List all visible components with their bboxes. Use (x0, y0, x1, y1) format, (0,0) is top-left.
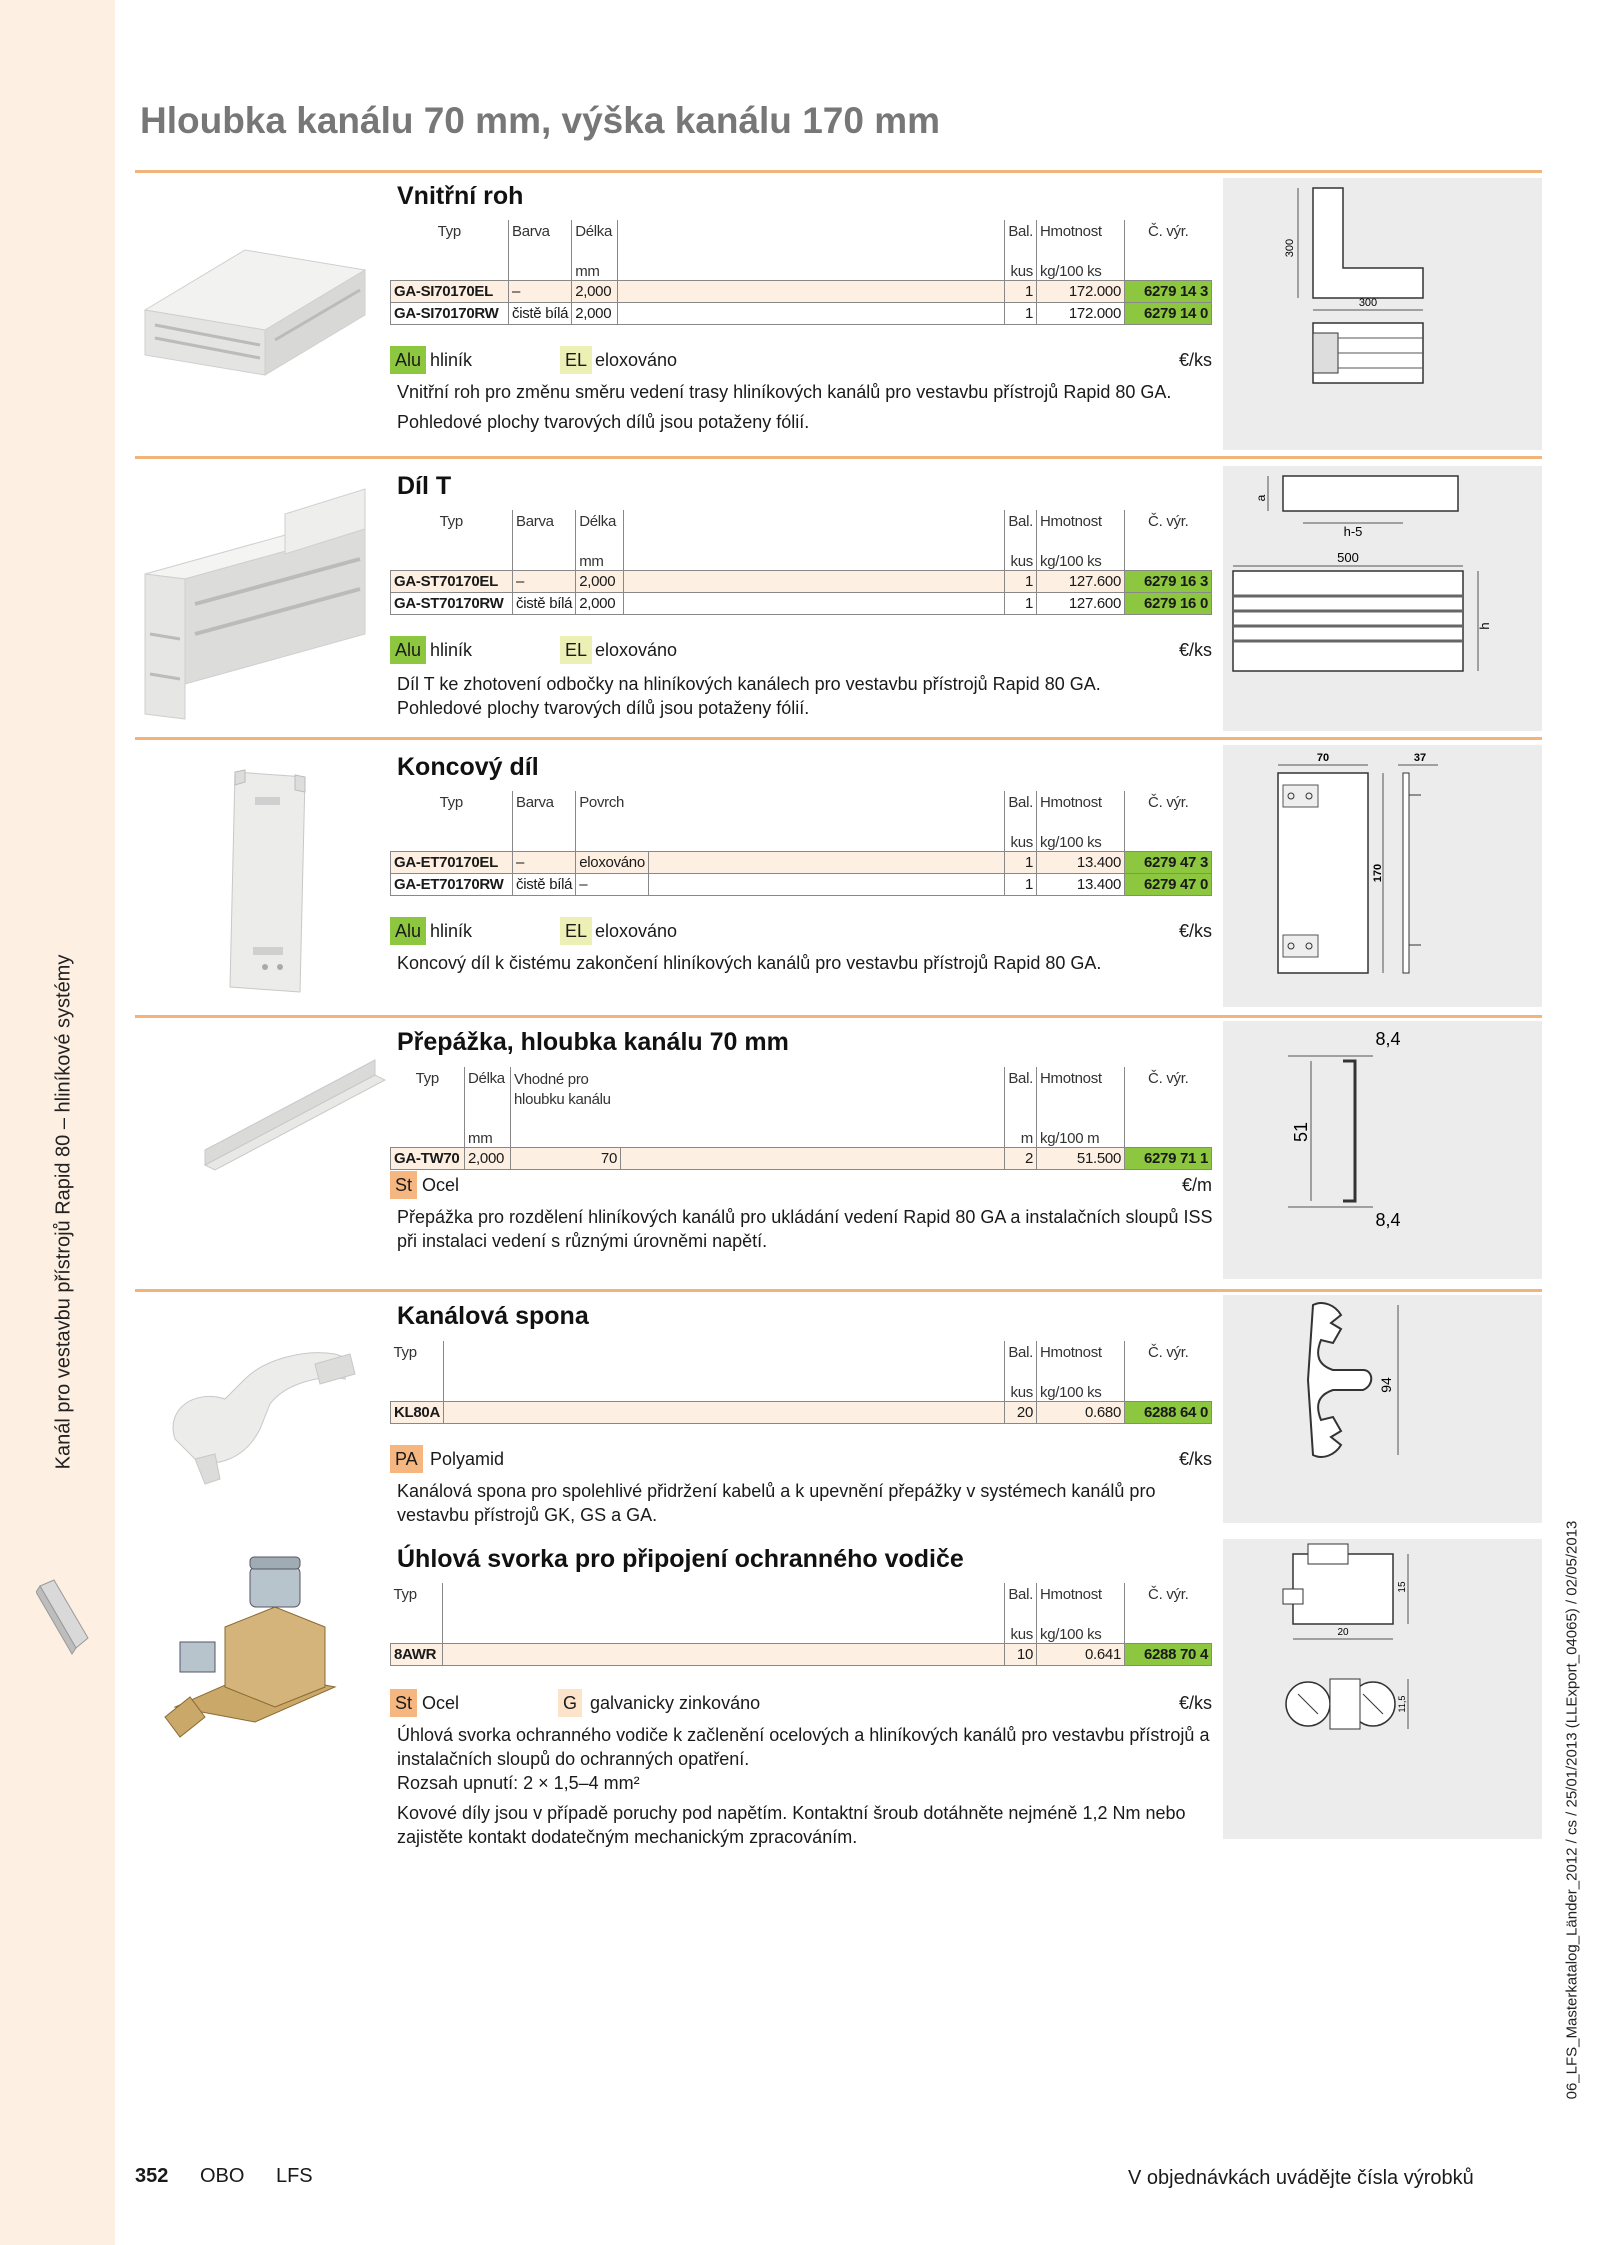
table-row (391, 302, 1212, 324)
col-hmotnost: Hmotnost (1037, 510, 1125, 548)
col-hmotnost: Hmotnost (1037, 1067, 1125, 1125)
col-povrch: Povrch (576, 791, 649, 829)
cell-barva: čistě bílá (509, 302, 572, 324)
material-label: Ocel (422, 1175, 460, 1195)
page-title: Hloubka kanálu 70 mm, výška kanálu 170 mm (140, 100, 940, 141)
description (397, 1723, 1217, 1855)
unit-kg: kg/100 ks (1037, 829, 1125, 851)
product-table (390, 1341, 1212, 1424)
unit-kg: kg/100 ks (1037, 548, 1125, 570)
cell-code: 6279 16 0 (1125, 592, 1212, 614)
table-row (391, 1147, 1212, 1169)
finish-label: eloxováno (595, 640, 678, 660)
description-text: Kanálová spona pro spolehlivé přidržení kabelů a k upevnění přepážky v systémech kanálů pro vestavbu přístrojů GK, GS a GA. (397, 1481, 1156, 1525)
price-unit: €/ks (1178, 1449, 1212, 1469)
cell-bal: 1 (1005, 570, 1037, 592)
col-typ: Typ (437, 223, 461, 240)
description-text: Přepážka pro rozdělení hliníkových kanálů pro ukládání vedení Rapid 80 GA a instalačních sloupů ISS při instalaci vedení s různými úrovněmi napětí. (397, 1207, 1213, 1251)
section-angle-clamp (135, 1527, 1542, 1847)
dim-label: 8,4 (1375, 1210, 1401, 1230)
cell-hm: 172.000 (1037, 302, 1125, 324)
description-text: Pohledové plochy tvarových dílů jsou potaženy fólií. (397, 698, 810, 718)
product-table (390, 1583, 1212, 1666)
cell-bal: 1 (1005, 302, 1037, 324)
section-title: Koncový díl (397, 753, 539, 781)
description-text: Vnitřní roh pro změnu směru vedení trasy hliníkových kanálů pro vestavbu přístrojů Rapid 80 GA. (397, 382, 1172, 402)
cell-barva: – (513, 851, 576, 873)
cell-hm: 127.600 (1037, 592, 1125, 614)
finish-chip: G (558, 1689, 582, 1717)
dim-label: 500 (1337, 550, 1359, 565)
cell-delka: 2,000 (576, 592, 624, 614)
description-text: Rozsah upnutí: 2 × 1,5–4 mm² (397, 1773, 640, 1793)
col-bal: Bal. (1005, 1341, 1037, 1379)
section-title: Díl T (397, 472, 452, 500)
unit-kus: kus (1005, 548, 1037, 570)
col-hmotnost: Hmotnost (1037, 791, 1125, 829)
description-text: Pohledové plochy tvarových dílů jsou potaženy fólií. (397, 412, 810, 432)
product-table (390, 791, 1212, 896)
description-text: Kovové díly jsou v případě poruchy pod napětím. Kontaktní šroub dotáhněte nejméně 1,2 Nm nebo zajistěte kontakt dodatečným mechanickým zpracováním. (397, 1803, 1186, 1847)
dim-label: 37 (1413, 752, 1427, 764)
price-unit: €/ks (1178, 640, 1212, 660)
cell-barva: – (509, 280, 572, 302)
material-row (390, 1689, 1212, 1719)
finish-chip: EL (560, 346, 592, 374)
material-chip: Alu (390, 917, 426, 945)
material-chip: Alu (390, 636, 426, 664)
angle-clamp-photo (135, 1547, 390, 1747)
rail-thumbnail-icon (36, 1578, 90, 1656)
table-row (391, 1643, 1212, 1665)
brand-label: OBO (199, 2165, 245, 2187)
channel-clip-photo (135, 1319, 390, 1499)
cell-hm: 13.400 (1037, 873, 1125, 895)
price-unit: €/ks (1178, 1693, 1212, 1713)
col-vhodne: Vhodné pro hloubku kanálu (511, 1067, 621, 1125)
cell-hm: 0.641 (1037, 1643, 1125, 1665)
material-chip: Alu (390, 346, 426, 374)
cell-code: 6279 16 3 (1125, 570, 1212, 592)
col-cislo: Č. výr. (1125, 220, 1212, 258)
end-piece-drawing (1223, 745, 1542, 1007)
col-delka: Délka (465, 1067, 511, 1125)
dim-label: 8,4 (1375, 1029, 1401, 1049)
finish-chip: EL (560, 636, 592, 664)
dim-label: 300 (1358, 297, 1378, 309)
dim-label: 170 (1372, 863, 1384, 883)
product-table (390, 510, 1212, 615)
description-text: Úhlová svorka ochranného vodiče k začlenění ocelových a hliníkových kanálů pro vestavbu přístrojů a instalačních sloupů do ochranných opatření. (397, 1725, 1210, 1769)
catalog-meta: 06_LFS_Masterkatalog_Länder_2012 / cs / 25/01/2013 (LLExport_04065) / 02/05/2013 (1563, 1520, 1581, 2100)
table-row (391, 1401, 1212, 1423)
brand-label: LFS (275, 2165, 313, 2187)
material-label: hliník (430, 350, 473, 370)
cell-typ: KL80A (391, 1401, 444, 1423)
end-piece-photo (135, 767, 390, 997)
inner-corner-drawing (1223, 178, 1542, 450)
description (397, 1205, 1217, 1259)
material-chip: PA (390, 1445, 423, 1473)
t-piece-photo (135, 484, 390, 724)
col-bal: Bal. (1005, 1067, 1037, 1125)
col-typ: Typ (439, 513, 463, 530)
product-table (390, 220, 1212, 325)
material-row (390, 917, 1212, 947)
section-title: Přepážka, hloubka kanálu 70 mm (397, 1028, 789, 1056)
cell-delka: 2,000 (576, 570, 624, 592)
cell-bal: 10 (1005, 1643, 1037, 1665)
col-typ: Typ (393, 1344, 417, 1361)
section-partition (135, 1015, 1542, 1283)
unit-kg: kg/100 ks (1037, 258, 1125, 280)
col-hmotnost: Hmotnost (1037, 1341, 1125, 1379)
col-barva: Barva (513, 791, 576, 829)
table-row (391, 873, 1212, 895)
section-rule (135, 170, 1542, 173)
t-piece-drawing (1223, 466, 1542, 731)
col-typ: Typ (415, 1070, 439, 1087)
col-barva: Barva (509, 220, 572, 258)
cell-typ: GA-SI70170EL (391, 280, 509, 302)
cell-delka: 2,000 (465, 1147, 511, 1169)
channel-clip-drawing (1223, 1295, 1542, 1523)
cell-bal: 2 (1005, 1147, 1037, 1169)
cell-povrch: eloxováno (576, 851, 649, 873)
col-delka: Délka (576, 510, 624, 548)
cell-typ: GA-ST70170RW (391, 592, 513, 614)
description (397, 951, 1217, 981)
cell-code: 6279 14 0 (1125, 302, 1212, 324)
unit-mm: mm (572, 258, 618, 280)
cell-hm: 127.600 (1037, 570, 1125, 592)
cell-bal: 20 (1005, 1401, 1037, 1423)
table-row (391, 280, 1212, 302)
section-end-piece (135, 737, 1542, 1009)
cell-barva: čistě bílá (513, 873, 576, 895)
material-chip: St (390, 1689, 417, 1717)
cell-bal: 1 (1005, 851, 1037, 873)
dim-label: 70 (1316, 752, 1330, 764)
col-cislo: Č. výr. (1125, 1583, 1212, 1621)
material-label: Polyamid (430, 1449, 505, 1469)
dim-label: a (1254, 494, 1268, 502)
finish-label: galvanicky zinkováno (590, 1693, 761, 1713)
partition-photo (135, 1045, 390, 1175)
cell-code: 6288 70 4 (1125, 1643, 1212, 1665)
table-row (391, 592, 1212, 614)
unit-kg: kg/100 ks (1037, 1621, 1125, 1643)
inner-corner-photo (135, 230, 390, 380)
col-cislo: Č. výr. (1125, 1067, 1212, 1125)
dim-label: 11,5 (1397, 1695, 1407, 1713)
cell-delka: 2,000 (572, 280, 618, 302)
unit-m: m (1005, 1125, 1037, 1147)
material-label: hliník (430, 921, 473, 941)
cell-bal: 1 (1005, 280, 1037, 302)
description-text: Díl T ke zhotovení odbočky na hliníkových kanálech pro vestavbu přístrojů Rapid 80 GA. (397, 674, 1101, 694)
dim-label: h-5 (1343, 524, 1363, 539)
finish-label: eloxováno (595, 350, 678, 370)
section-rule (135, 456, 1542, 459)
section-inner-corner (135, 170, 1542, 455)
section-rule (135, 737, 1542, 740)
cell-typ: GA-ET70170RW (391, 873, 513, 895)
dim-label: 15 (1397, 1581, 1408, 1593)
finish-chip: EL (560, 917, 592, 945)
cell-typ: GA-TW70 (391, 1147, 465, 1169)
price-unit: €/ks (1178, 921, 1212, 941)
col-bal: Bal. (1005, 1583, 1037, 1621)
unit-kus: kus (1005, 258, 1037, 280)
section-rule (135, 1289, 1542, 1292)
unit-kus: kus (1005, 1379, 1037, 1401)
section-channel-clip (135, 1289, 1542, 1525)
description (397, 1479, 1217, 1533)
col-cislo: Č. výr. (1125, 510, 1212, 548)
cell-typ: GA-ET70170EL (391, 851, 513, 873)
material-row (390, 1171, 1212, 1201)
description (397, 672, 1217, 726)
material-label: Ocel (422, 1693, 460, 1713)
dim-label: 94 (1378, 1377, 1394, 1393)
col-cislo: Č. výr. (1125, 791, 1212, 829)
sidebar-section-label: Kanál pro vestavbu přístrojů Rapid 80 – hliníkové systémy (52, 954, 75, 1470)
dim-label: h (1477, 622, 1492, 630)
cell-code: 6279 47 3 (1125, 851, 1212, 873)
cell-hm: 51.500 (1037, 1147, 1125, 1169)
description (397, 380, 1217, 440)
col-hmotnost: Hmotnost (1037, 1583, 1125, 1621)
cell-code: 6279 14 3 (1125, 280, 1212, 302)
material-label: hliník (430, 640, 473, 660)
material-row (390, 346, 1212, 376)
cell-barva: čistě bílá (513, 592, 576, 614)
cell-bal: 1 (1005, 873, 1037, 895)
table-row (391, 570, 1212, 592)
footer-note: V objednávkách uvádějte čísla výrobků (1128, 2167, 1474, 2189)
material-row (390, 636, 1212, 666)
unit-mm: mm (465, 1125, 511, 1147)
cell-code: 6279 47 0 (1125, 873, 1212, 895)
col-delka: Délka (572, 220, 618, 258)
dim-label: 300 (1284, 238, 1296, 258)
section-title: Vnitřní roh (397, 182, 524, 210)
price-unit: €/m (1181, 1175, 1212, 1195)
unit-kg: kg/100 m (1037, 1125, 1125, 1147)
section-title: Kanálová spona (397, 1302, 589, 1330)
cell-typ: 8AWR (391, 1643, 443, 1665)
table-row (391, 851, 1212, 873)
price-unit: €/ks (1178, 350, 1212, 370)
cell-typ: GA-ST70170EL (391, 570, 513, 592)
col-bal: Bal. (1005, 510, 1037, 548)
col-bal: Bal. (1005, 791, 1037, 829)
unit-mm: mm (576, 548, 624, 570)
page-number: 352 (135, 2165, 169, 2187)
product-table (390, 1067, 1212, 1170)
cell-typ: GA-SI70170RW (391, 302, 509, 324)
partition-drawing (1223, 1021, 1542, 1279)
dim-label: 20 (1337, 1627, 1349, 1638)
cell-bal: 1 (1005, 592, 1037, 614)
material-chip: St (390, 1171, 417, 1199)
cell-hm: 172.000 (1037, 280, 1125, 302)
col-barva: Barva (513, 510, 576, 548)
finish-label: eloxováno (595, 921, 678, 941)
material-row (390, 1445, 1212, 1475)
col-bal: Bal. (1005, 220, 1037, 258)
cell-delka: 2,000 (572, 302, 618, 324)
description-text: Koncový díl k čistému zakončení hliníkových kanálů pro vestavbu přístrojů Rapid 80 GA. (397, 953, 1102, 973)
section-rule (135, 1015, 1542, 1018)
cell-code: 6279 71 1 (1125, 1147, 1212, 1169)
cell-vhodne: 70 (511, 1147, 621, 1169)
cell-barva: – (513, 570, 576, 592)
footer-left (135, 2165, 339, 2188)
section-t-piece (135, 456, 1542, 736)
cell-hm: 13.400 (1037, 851, 1125, 873)
col-hmotnost: Hmotnost (1037, 220, 1125, 258)
angle-clamp-drawing (1223, 1539, 1542, 1839)
col-typ: Typ (393, 1586, 417, 1603)
col-typ: Typ (439, 794, 463, 811)
section-title: Úhlová svorka pro připojení ochranného vodiče (397, 1545, 964, 1573)
cell-hm: 0.680 (1037, 1401, 1125, 1423)
unit-kus: kus (1005, 1621, 1037, 1643)
dim-label: 51 (1291, 1121, 1311, 1143)
cell-code: 6288 64 0 (1125, 1401, 1212, 1423)
unit-kg: kg/100 ks (1037, 1379, 1125, 1401)
cell-povrch: – (576, 873, 649, 895)
col-cislo: Č. výr. (1125, 1341, 1212, 1379)
unit-kus: kus (1005, 829, 1037, 851)
